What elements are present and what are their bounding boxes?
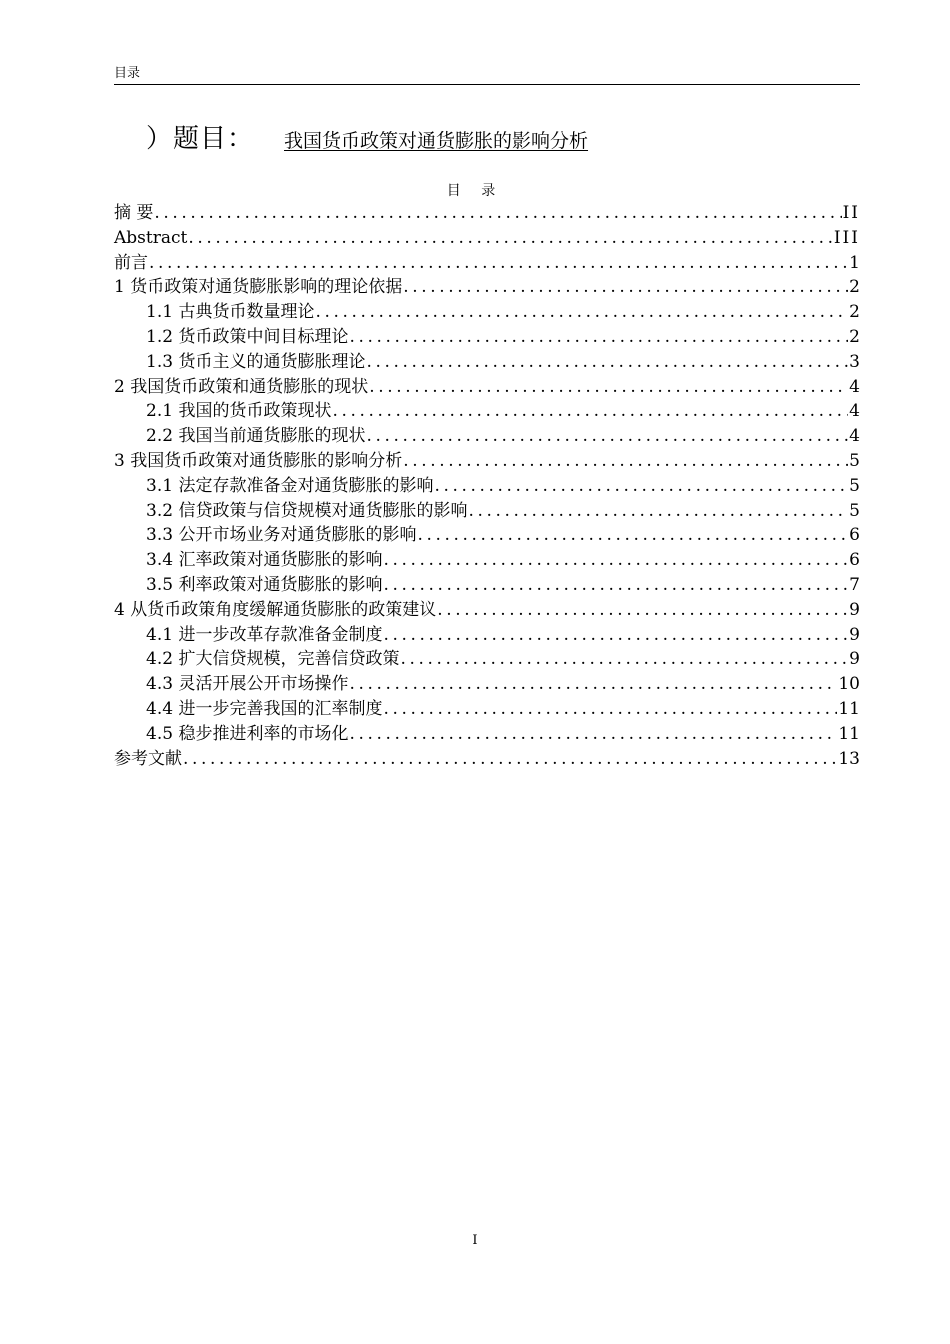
toc-entry-title: 3.1 法定存款准备金对通货膨胀的影响 (146, 475, 434, 496)
toc-leader-dots (332, 399, 848, 424)
toc-entry-title: 1.1 古典货币数量理论 (146, 302, 315, 323)
toc-entry-page: 3 (849, 351, 860, 372)
toc-entry-page: 1 (849, 252, 860, 273)
toc-entry-page: 11 (838, 698, 860, 719)
toc-entry-title: 4 从货币政策角度缓解通货膨胀的政策建议 (114, 599, 437, 620)
toc-leader-dots (349, 672, 837, 697)
toc-entry[interactable] (114, 573, 860, 598)
toc-entry-page: 7 (849, 574, 860, 595)
toc-entry-title: 4.5 稳步推进利率的市场化 (146, 723, 349, 744)
toc-entry-title: 摘 要 (114, 203, 154, 223)
toc-entry[interactable] (114, 251, 860, 276)
toc-entry-page: 4 (849, 426, 860, 447)
toc-leader-dots (349, 722, 837, 747)
toc-entry-page: 11 (838, 723, 860, 744)
toc-leader-dots (349, 325, 848, 350)
toc-entry-title: 3.2 信贷政策与信贷规模对通货膨胀的影响 (146, 500, 468, 521)
toc-entry-title: 前言 (114, 252, 148, 273)
toc-entry[interactable] (114, 449, 860, 474)
toc-entry-title: 4.1 进一步改革存款准备金制度 (146, 624, 383, 645)
toc-leader-dots (403, 449, 848, 474)
toc-entry-page: 5 (849, 475, 860, 496)
toc-entry-title: 3.3 公开市场业务对通货膨胀的影响 (146, 525, 417, 546)
page-header (114, 66, 860, 85)
toc-entry-page: 5 (849, 500, 860, 521)
toc-entry-page: 4 (849, 401, 860, 422)
toc-entry[interactable] (114, 325, 860, 350)
toc-entry[interactable] (114, 201, 860, 226)
toc-entry-title: 3.5 利率政策对通货膨胀的影响 (146, 574, 383, 595)
toc-leader-dots (400, 647, 848, 672)
toc-entry-page: 13 (838, 748, 860, 769)
toc-entry[interactable] (114, 275, 860, 300)
toc-entry[interactable] (114, 375, 860, 400)
toc-heading: 目 录 (446, 183, 504, 199)
table-of-contents (114, 201, 860, 771)
thesis-title (146, 122, 588, 158)
toc-entry[interactable] (114, 647, 860, 672)
toc-entry[interactable] (114, 300, 860, 325)
toc-entry-title: 4.4 进一步完善我国的汇率制度 (146, 698, 383, 719)
toc-entry-page: 9 (849, 624, 860, 645)
toc-entry[interactable] (114, 474, 860, 499)
toc-entry-title: 3.4 汇率政策对通货膨胀的影响 (146, 550, 383, 571)
toc-entry[interactable] (114, 747, 860, 772)
toc-entry[interactable] (114, 598, 860, 623)
header-text: 目录 (114, 66, 141, 81)
toc-entry-page: II (842, 203, 860, 223)
toc-entry-page: 9 (849, 649, 860, 670)
toc-entry[interactable] (114, 399, 860, 424)
toc-entry-title: 2 我国货币政策和通货膨胀的现状 (114, 376, 369, 397)
toc-leader-dots (437, 598, 848, 623)
toc-leader-dots (188, 226, 833, 251)
toc-entry-title: 1.2 货币政策中间目标理论 (146, 326, 349, 347)
toc-leader-dots (149, 251, 848, 276)
toc-leader-dots (369, 375, 848, 400)
toc-leader-dots (183, 747, 837, 772)
toc-entry-page: 4 (849, 376, 860, 397)
toc-entry-title: 2.2 我国当前通货膨胀的现状 (146, 426, 366, 447)
toc-entry[interactable] (114, 350, 860, 375)
toc-entry[interactable] (114, 226, 860, 251)
toc-leader-dots (154, 201, 841, 226)
title-label: ）题目： (146, 124, 255, 154)
toc-entry-title: 4.2 扩大信贷规模，完善信贷政策 (146, 649, 400, 670)
toc-leader-dots (366, 350, 848, 375)
toc-entry[interactable] (114, 523, 860, 548)
toc-entry[interactable] (114, 548, 860, 573)
toc-entry-title: 3 我国货币政策对通货膨胀的影响分析 (114, 450, 403, 471)
toc-entry-title: 参考文献 (114, 748, 182, 769)
toc-leader-dots (383, 623, 848, 648)
toc-entry-page: 2 (849, 277, 860, 298)
toc-entry-page: 2 (849, 326, 860, 347)
title-value: 我国货币政策对通货膨胀的影响分析 (284, 130, 589, 152)
toc-entry-page: 10 (838, 674, 860, 695)
toc-leader-dots (417, 523, 848, 548)
toc-entry-page: III (833, 227, 860, 248)
toc-entry-title: 1.3 货币主义的通货膨胀理论 (146, 351, 366, 372)
toc-entry-page: 6 (849, 550, 860, 571)
toc-leader-dots (434, 474, 848, 499)
toc-entry[interactable] (114, 499, 860, 524)
toc-entry-title: Abstract (114, 227, 188, 248)
toc-entry[interactable] (114, 623, 860, 648)
toc-entry-page: 2 (849, 302, 860, 323)
toc-leader-dots (315, 300, 848, 325)
toc-entry[interactable] (114, 722, 860, 747)
toc-entry-page: 5 (849, 450, 860, 471)
toc-entry-page: 6 (849, 525, 860, 546)
toc-leader-dots (383, 697, 837, 722)
toc-entry[interactable] (114, 697, 860, 722)
toc-entry-title: 4.3 灵活开展公开市场操作 (146, 674, 349, 695)
toc-leader-dots (383, 548, 848, 573)
toc-entry-title: 1 货币政策对通货膨胀影响的理论依据 (114, 277, 403, 298)
toc-entry-page: 9 (849, 599, 860, 620)
page-number: I (472, 1233, 478, 1248)
toc-leader-dots (383, 573, 848, 598)
toc-entry[interactable] (114, 424, 860, 449)
toc-leader-dots (366, 424, 848, 449)
toc-entry-title: 2.1 我国的货币政策现状 (146, 401, 332, 422)
toc-entry[interactable] (114, 672, 860, 697)
toc-leader-dots (468, 499, 848, 524)
toc-leader-dots (403, 275, 848, 300)
